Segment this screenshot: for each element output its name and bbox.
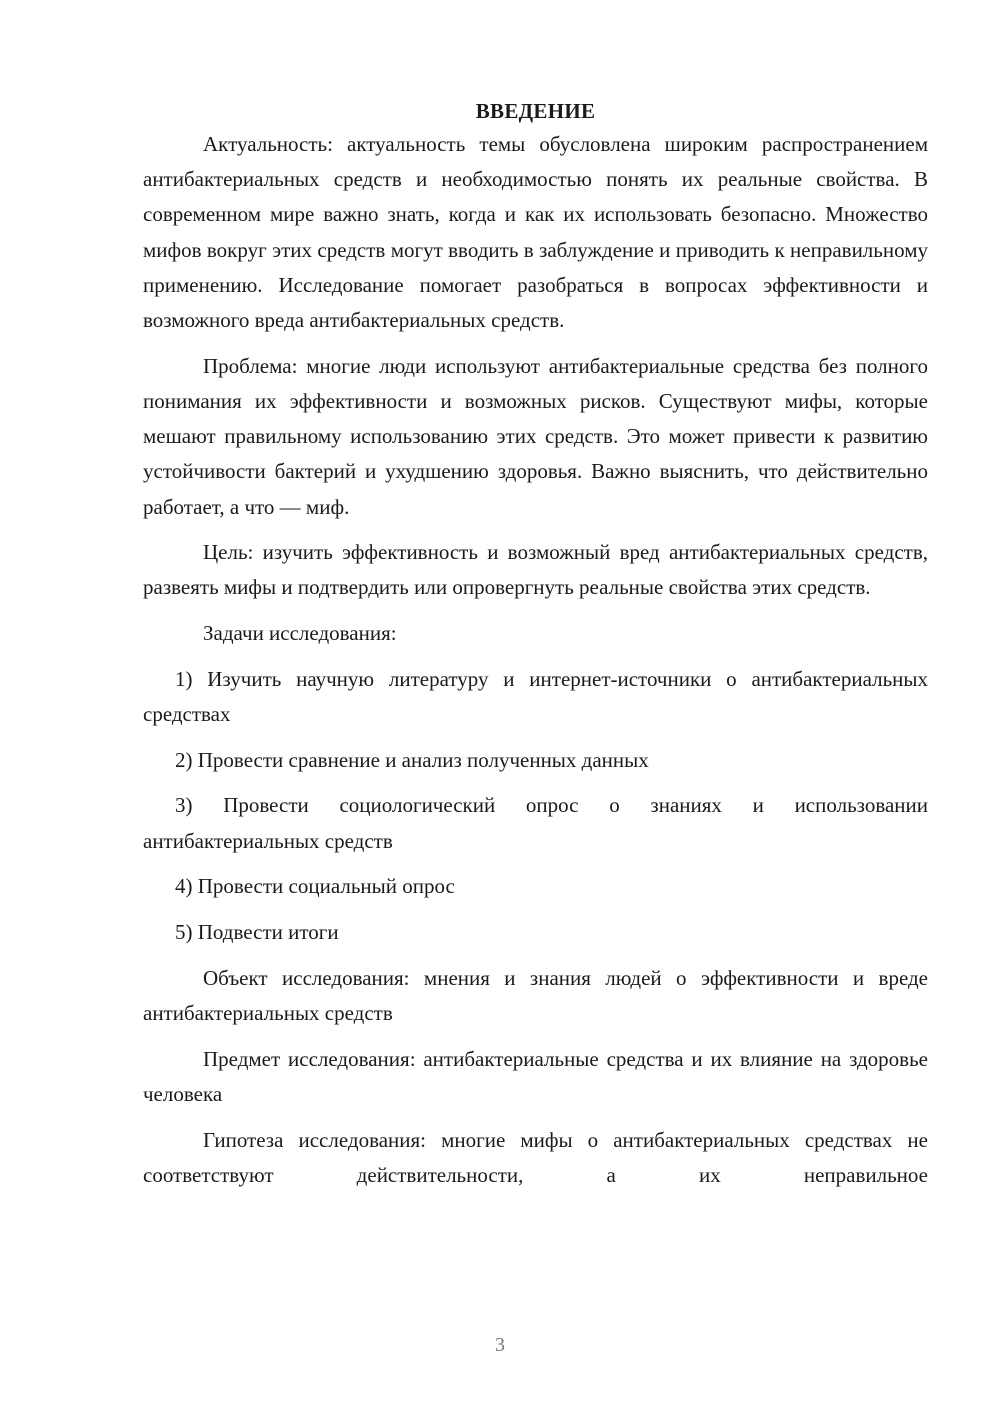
paragraph-hypothesis: Гипотеза исследования: многие мифы о антибактериальных средствах не соответствуют действительности, а их неправильное [143, 1127, 928, 1187]
paragraph-subject: Предмет исследования: антибактериальные средства и их влияние на здоровье человека [143, 1046, 928, 1106]
task-item: 4) Провести социальный опрос [175, 874, 455, 899]
tasks-heading: Задачи исследования: [203, 621, 397, 646]
page-number: 3 [495, 1334, 505, 1356]
paragraph-goal: Цель: изучить эффективность и возможный вред антибактериальных средств, развеять мифы и подтвердить или опровергнуть реальные свойства этих средств. [143, 540, 928, 600]
paragraph-object: Объект исследования: мнения и знания людей о эффективности и вреде антибактериальных средств [143, 965, 928, 1025]
task-item: 5) Подвести итоги [175, 920, 339, 945]
task-item: 2) Провести сравнение и анализ полученных данных [175, 747, 649, 772]
paragraph-relevance: Актуальность: актуальность темы обусловлена широким распространением антибактериальных средств и необходимостью понять их реальные свойства. В современном мире важно знать, когда и как их использовать безопасно. Множество мифов вокруг этих средств могут вводить в заблуждение и приводить к неправильному применению. Исследование помогает разобраться в вопросах эффективности и возможного вреда антибактериальных средств. [143, 132, 928, 333]
paragraph-problem: Проблема: многие люди используют антибактериальные средства без полного понимания их эффективности и возможных рисков. Существуют мифы, которые мешают правильному использованию этих средств. Это может привести к развитию устойчивости бактерий и ухудшению здоровья. Важно выяснить, что действительно работает, а что — миф. [143, 353, 928, 519]
task-item: 3) Провести социологический опрос о знаниях и использовании антибактериальных средств [143, 793, 928, 853]
section-title: ВВЕДЕНИЕ [475, 99, 596, 123]
task-item: 1) Изучить научную литературу и интернет-источники о антибактериальных средствах [143, 666, 928, 727]
document-page [143, 95, 928, 1203]
